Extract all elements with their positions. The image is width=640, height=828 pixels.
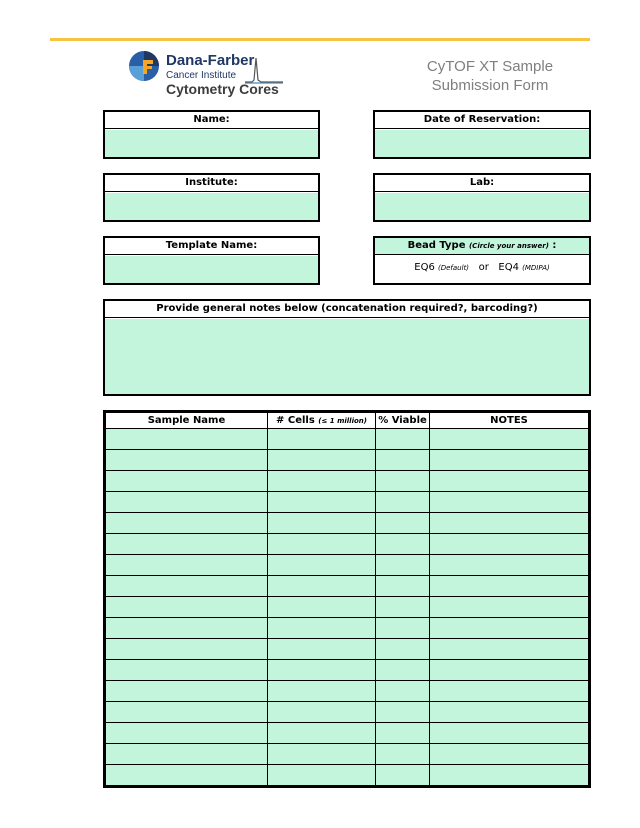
viable-cell[interactable] (376, 534, 430, 555)
logo-sub-name: Cancer Institute (166, 70, 237, 81)
sample-table (103, 410, 591, 788)
table-row (106, 618, 589, 639)
cells-cell[interactable] (268, 597, 376, 618)
bead-option-eq4[interactable]: EQ4 (498, 262, 519, 273)
name-input[interactable] (105, 130, 318, 158)
sample-name-cell[interactable] (106, 702, 268, 723)
lab-input[interactable] (375, 193, 589, 221)
date-input[interactable] (375, 130, 589, 158)
template-field (103, 236, 320, 285)
col-cells-hint: (≤ 1 million) (318, 417, 367, 425)
notes-cell[interactable] (430, 471, 589, 492)
table-row (106, 492, 589, 513)
bead-option-eq6-note: (Default) (438, 264, 470, 272)
dana-farber-logo (128, 50, 288, 100)
institute-input[interactable] (105, 193, 318, 221)
sample-name-cell[interactable] (106, 681, 268, 702)
col-cells (268, 413, 376, 429)
table-row (106, 723, 589, 744)
cells-cell[interactable] (268, 702, 376, 723)
table-row (106, 639, 589, 660)
viable-cell[interactable] (376, 723, 430, 744)
lab-label: Lab: (375, 175, 589, 192)
col-notes: NOTES (430, 413, 589, 429)
date-label: Date of Reservation: (375, 112, 589, 129)
table-row (106, 681, 589, 702)
viable-cell[interactable] (376, 450, 430, 471)
cells-cell[interactable] (268, 450, 376, 471)
table-row (106, 555, 589, 576)
sample-name-cell[interactable] (106, 450, 268, 471)
cells-cell[interactable] (268, 576, 376, 597)
general-notes-input[interactable] (105, 319, 589, 395)
sample-name-cell[interactable] (106, 513, 268, 534)
notes-cell[interactable] (430, 450, 589, 471)
notes-cell[interactable] (430, 597, 589, 618)
name-field (103, 110, 320, 159)
cells-cell[interactable] (268, 513, 376, 534)
viable-cell[interactable] (376, 681, 430, 702)
bead-type-field (373, 236, 591, 285)
notes-cell[interactable] (430, 681, 589, 702)
bead-type-options (375, 262, 589, 273)
table-row (106, 576, 589, 597)
cells-cell[interactable] (268, 660, 376, 681)
viable-cell[interactable] (376, 618, 430, 639)
sample-name-cell[interactable] (106, 765, 268, 786)
cells-cell[interactable] (268, 744, 376, 765)
col-sample-name: Sample Name (106, 413, 268, 429)
table-row (106, 513, 589, 534)
notes-cell[interactable] (430, 660, 589, 681)
template-label: Template Name: (105, 238, 318, 255)
bead-type-colon: : (548, 240, 557, 251)
sample-name-cell[interactable] (106, 660, 268, 681)
viable-cell[interactable] (376, 576, 430, 597)
table-row (106, 597, 589, 618)
cells-cell[interactable] (268, 429, 376, 450)
table-row (106, 450, 589, 471)
bead-type-label (375, 238, 589, 255)
notes-cell[interactable] (430, 513, 589, 534)
logo-department: Cytometry Cores (166, 81, 279, 97)
general-notes-label: Provide general notes below (concatenation required?, barcoding?) (105, 301, 589, 318)
form-title-line1: CyTOF XT Sample (426, 58, 554, 75)
bead-type-hint: (Circle your answer) (468, 242, 549, 250)
viable-cell[interactable] (376, 492, 430, 513)
template-input[interactable] (105, 256, 318, 284)
bead-option-or: or (478, 262, 489, 273)
notes-cell[interactable] (430, 723, 589, 744)
table-row (106, 702, 589, 723)
viable-cell[interactable] (376, 555, 430, 576)
sample-name-cell[interactable] (106, 618, 268, 639)
bead-option-eq4-note: (MDIPA) (522, 264, 550, 272)
lab-field (373, 173, 591, 222)
viable-cell[interactable] (376, 702, 430, 723)
table-row (106, 534, 589, 555)
viable-cell[interactable] (376, 639, 430, 660)
form-title (400, 57, 580, 95)
table-row (106, 744, 589, 765)
notes-cell[interactable] (430, 429, 589, 450)
notes-cell[interactable] (430, 534, 589, 555)
sample-name-cell[interactable] (106, 639, 268, 660)
cells-cell[interactable] (268, 492, 376, 513)
viable-cell[interactable] (376, 765, 430, 786)
name-label: Name: (105, 112, 318, 129)
notes-cell[interactable] (430, 639, 589, 660)
sample-name-cell[interactable] (106, 492, 268, 513)
cells-cell[interactable] (268, 471, 376, 492)
sample-name-cell[interactable] (106, 576, 268, 597)
institute-label: Institute: (105, 175, 318, 192)
header-accent-line (50, 38, 590, 41)
cells-cell[interactable] (268, 618, 376, 639)
viable-cell[interactable] (376, 597, 430, 618)
viable-cell[interactable] (376, 429, 430, 450)
sample-name-cell[interactable] (106, 597, 268, 618)
table-row (106, 660, 589, 681)
table-row (106, 765, 589, 786)
form-title-line2: Submission Form (431, 77, 549, 94)
viable-cell[interactable] (376, 660, 430, 681)
notes-cell[interactable] (430, 555, 589, 576)
cells-cell[interactable] (268, 681, 376, 702)
cells-cell[interactable] (268, 639, 376, 660)
col-viable: % Viable (376, 413, 430, 429)
sample-name-cell[interactable] (106, 429, 268, 450)
notes-cell[interactable] (430, 744, 589, 765)
general-notes-field (103, 299, 591, 396)
sample-name-cell[interactable] (106, 744, 268, 765)
viable-cell[interactable] (376, 513, 430, 534)
cells-cell[interactable] (268, 723, 376, 744)
cells-cell[interactable] (268, 534, 376, 555)
sample-name-cell[interactable] (106, 534, 268, 555)
notes-cell[interactable] (430, 702, 589, 723)
cells-cell[interactable] (268, 765, 376, 786)
table-row (106, 471, 589, 492)
notes-cell[interactable] (430, 492, 589, 513)
notes-cell[interactable] (430, 618, 589, 639)
cells-cell[interactable] (268, 555, 376, 576)
bead-type-title: Bead Type (407, 240, 466, 251)
logo-org-name: Dana-Farber (166, 52, 255, 69)
bead-option-eq6[interactable]: EQ6 (414, 262, 435, 273)
sample-name-cell[interactable] (106, 555, 268, 576)
viable-cell[interactable] (376, 744, 430, 765)
sample-name-cell[interactable] (106, 723, 268, 744)
sample-name-cell[interactable] (106, 471, 268, 492)
notes-cell[interactable] (430, 576, 589, 597)
institute-field (103, 173, 320, 222)
col-cells-label: # Cells (276, 415, 315, 426)
sample-table-body (106, 429, 589, 786)
notes-cell[interactable] (430, 765, 589, 786)
viable-cell[interactable] (376, 471, 430, 492)
date-field (373, 110, 591, 159)
table-row (106, 429, 589, 450)
sample-table-header (106, 413, 589, 429)
